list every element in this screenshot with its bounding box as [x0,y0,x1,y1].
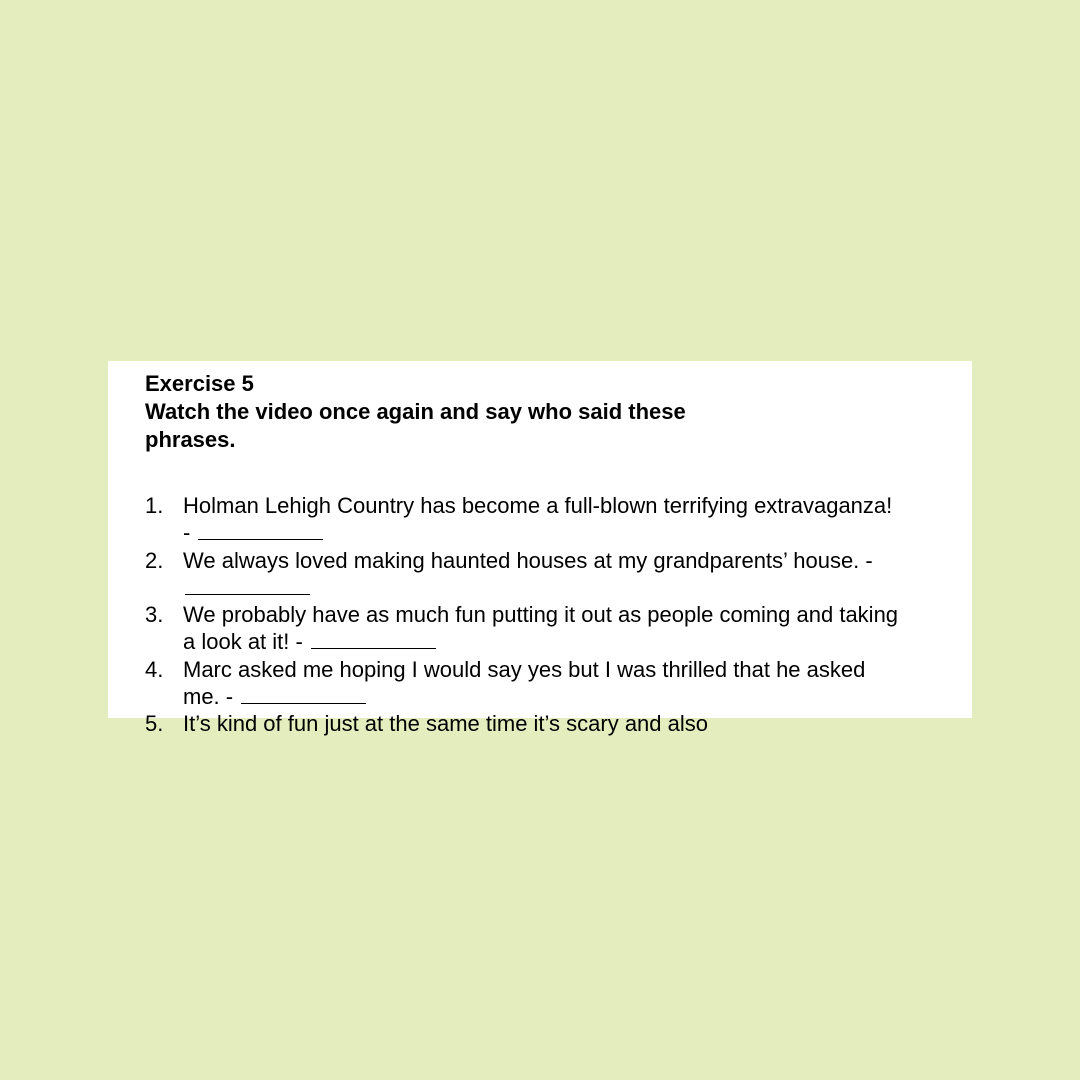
worksheet-content [145,370,945,737]
item-number: 3. [145,602,164,628]
answer-blank[interactable] [311,628,436,649]
item-number: 1. [145,493,164,518]
item-number: 5. [145,711,164,737]
item-number: 4. [145,656,164,682]
item-number: 2. [145,547,164,573]
list-item [145,601,905,656]
phrase-list [145,492,905,738]
item-text: We always loved making haunted houses at my grandparents’ house. - [183,547,873,573]
list-item [145,656,905,711]
worksheet-card [108,361,972,737]
answer-blank[interactable] [185,574,310,595]
item-text: It’s kind of fun just at the same time it’s scary and also [183,711,708,737]
item-text: Holman Lehigh Country has become a full-blown terrifying extravaganza! - [183,493,893,546]
exercise-title: Exercise 5 [145,371,254,396]
list-item [145,710,905,737]
item-text: We probably have as much fun putting it out as people coming and taking a look at it! - [183,602,899,655]
list-item [145,492,905,547]
exercise-instruction: Watch the video once again and say who said these phrases. [145,399,686,452]
list-item [145,547,905,602]
answer-blank[interactable] [241,683,366,704]
answer-blank[interactable] [198,519,323,540]
item-text: Marc asked me hoping I would say yes but I was thrilled that he asked me. - [183,656,866,710]
